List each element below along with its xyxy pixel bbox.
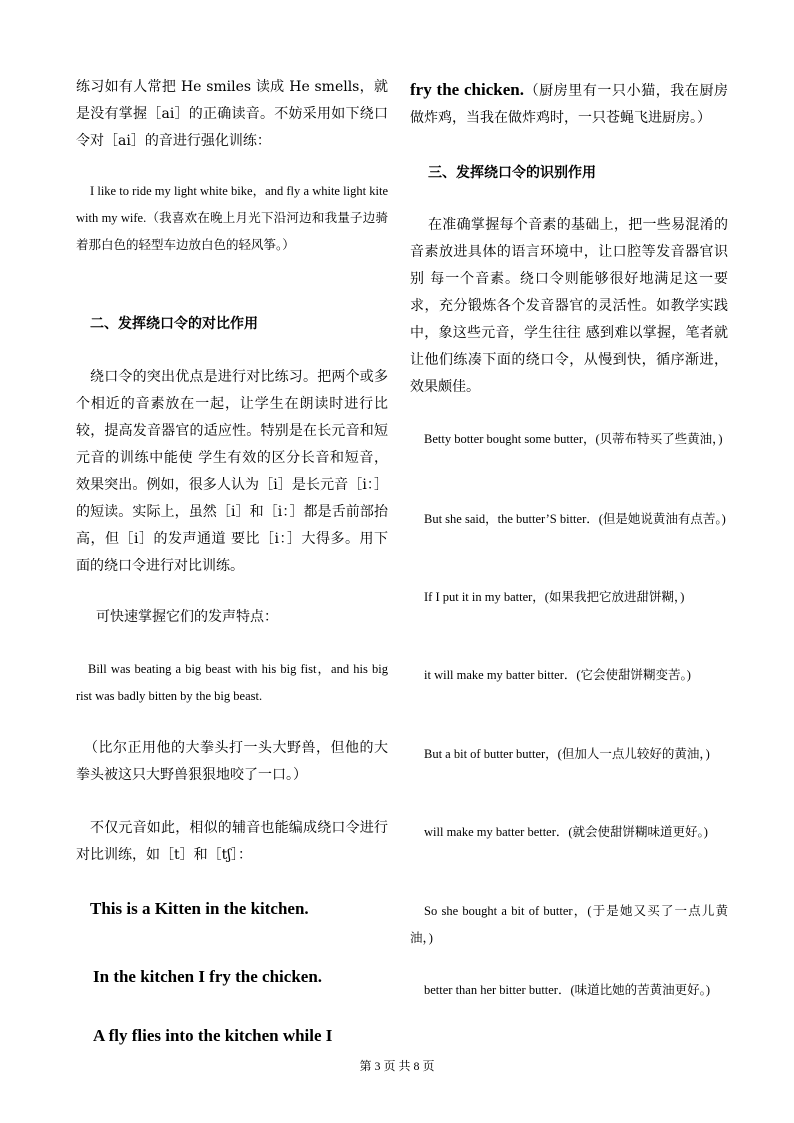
paragraph-fly-chicken-translation	[410, 76, 728, 132]
tongue-twister-bill-big-beast: Bill was beating a big beast with his big fist，and his big rist was badly bitten by the big beast.	[76, 662, 388, 703]
paragraph-contrast-function: 绕口令的突出优点是进行对比练习。把两个或多个相近的音素放在一起，让学生在朗读时进行比较，提高发音器官的适应性。特别是在长元音和短元音的训练中能使 学生有效的区分长音和短音，效果突出。例如，很多人认为［i］是长元音［i：］的短读。实际上，虽然［i］和［i：］都是舌前部抬高，但［i］的发声通道 要比［i：］大得多。用下面的绕口令进行对比训练。	[76, 369, 388, 574]
betty-line-3: If I put it in my batter，(如果我把它放进甜饼糊，)	[424, 590, 685, 604]
betty-line-4: it will make my batter bitter．(它会使甜饼糊变苦。)	[424, 668, 691, 682]
tongue-twister-fry-chicken: In the kitchen I fry the chicken.	[93, 967, 323, 986]
paragraph-recognition-function: 在准确掌握每个音素的基础上，把一些易混淆的音素放进具体的语言环境中，让口腔等发音器官识别 每一个音素。绕口令则能够很好地满足这一要求，充分锻炼各个发音器官的灵活性。如教学实践中，象这些元音，学生往往 感到难以掌握，笔者就让他们练凑下面的绕口令，从慢到快，循序渐进，效果颇佳。	[410, 217, 728, 395]
tongue-twister-light-white-bike: I like to ride my light white bike，and fly a white light kite with my wife.（我喜欢在晚上月光下沿河边和我量子边骑着那白色的轻型车边放白色的轻风筝。）	[76, 184, 388, 252]
betty-line-8: better than her bitter butter．(味道比她的苦黄油更好。)	[424, 983, 711, 997]
paragraph-bill-translation: （比尔正用他的大拳头打一头大野兽，但他的大拳头被这只大野兽狠狠地咬了一口。）	[76, 740, 388, 783]
paragraph-pronunciation-features: 可快速掌握它们的发声特点：	[96, 609, 278, 625]
tongue-twister-fry-chicken-end: fry the chicken.	[410, 80, 524, 99]
section-heading-recognition: 三、发挥绕口令的识别作用	[428, 165, 596, 181]
section-heading-contrast: 二、发挥绕口令的对比作用	[90, 316, 258, 332]
paragraph-ai-intro: 练习如有人常把 He smiles 读成 He smells，就是没有掌握［ai］的正确读音。不妨采用如下绕口令对［ai］的音进行强化训练：	[76, 79, 388, 149]
translation-kitchen-text: （厨房里有一只小猫，我在厨房做炸鸡，当我在做炸鸡时，一只苍蝇飞进厨房。）	[410, 83, 729, 126]
betty-line-2: But she said，the butter’S bitter．(但是她说黄油有点苦。)	[424, 512, 726, 526]
betty-line-1: Betty botter bought some butter，(贝蒂布特买了些黄油，)	[424, 432, 723, 446]
tongue-twister-kitten-kitchen: This is a Kitten in the kitchen.	[90, 899, 309, 918]
tongue-twister-fly-flies: A fly flies into the kitchen while I	[93, 1026, 333, 1045]
betty-line-7: So she bought a bit of butter，(于是她又买了一点儿黄油，)	[410, 904, 728, 945]
betty-line-6: will make my batter better．(就会使甜饼糊味道更好。)	[424, 825, 708, 839]
paragraph-consonant-contrast: 不仅元音如此，相似的辅音也能编成绕口令进行对比训练，如［t］和［tʃ］：	[76, 820, 388, 863]
betty-line-5: But a bit of butter butter，(但加人一点儿较好的黄油，)	[424, 747, 710, 761]
page-footer: 第 3 页 共 8 页	[359, 1059, 435, 1073]
